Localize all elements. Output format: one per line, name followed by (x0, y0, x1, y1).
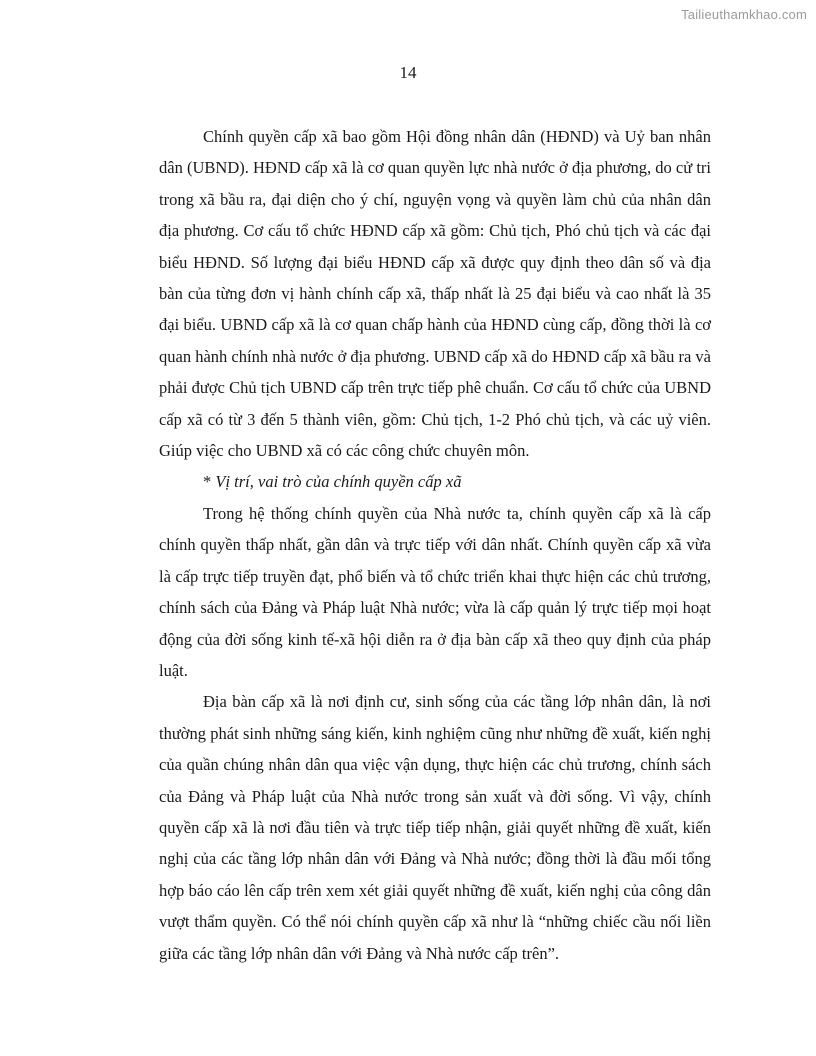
paragraph-1: Chính quyền cấp xã bao gồm Hội đồng nhân dân (HĐND) và Uỷ ban nhân dân (UBND). HĐND cấp xã là cơ quan quyền lực nhà nước ở địa phương, do cử tri trong xã bầu ra, đại diện cho ý chí, nguyện vọng và quyền làm chủ của nhân dân địa phương. Cơ cấu tổ chức HĐND cấp xã gồm: Chủ tịch, Phó chủ tịch và các đại biểu HĐND. Số lượng đại biểu HĐND cấp xã được quy định theo dân số và địa bàn của từng đơn vị hành chính cấp xã, thấp nhất là 25 đại biểu và cao nhất là 35 đại biểu. UBND cấp xã là cơ quan chấp hành của HĐND cùng cấp, đồng thời là cơ quan hành chính nhà nước ở địa phương. UBND cấp xã do HĐND cấp xã bầu ra và phải được Chủ tịch UBND cấp trên trực tiếp phê chuẩn. Cơ cấu tổ chức của UBND cấp xã có từ 3 đến 5 thành viên, gồm: Chủ tịch, 1-2 Phó chủ tịch, và các uỷ viên. Giúp việc cho UBND xã có các công chức chuyên môn. (159, 127, 711, 461)
watermark-text: Tailieuthamkhao.com (681, 7, 807, 22)
page-number: 14 (399, 63, 417, 82)
section-heading-text: Vị trí, vai trò của chính quyền cấp xã (215, 472, 462, 492)
paragraph-2: Trong hệ thống chính quyền của Nhà nước ta, chính quyền cấp xã là cấp chính quyền thấp nhất, gần dân và trực tiếp với dân nhất. Chính quyền cấp xã vừa là cấp trực tiếp truyền đạt, phổ biến và tổ chức triển khai thực hiện các chủ trương, chính sách của Đảng và Pháp luật Nhà nước; vừa là cấp quản lý trực tiếp mọi hoạt động của đời sống kinh tế-xã hội diễn ra ở địa bàn cấp xã theo quy định của pháp luật. (159, 503, 711, 680)
document-body (159, 121, 711, 969)
paragraph-3: Địa bàn cấp xã là nơi định cư, sinh sống của các tầng lớp nhân dân, là nơi thường phát sinh những sáng kiến, kinh nghiệm cũng như những đề xuất, kiến nghị của quần chúng nhân dân qua việc vận dụng, thực hiện các chủ trương, chính sách của Đảng và Pháp luật của Nhà nước trong sản xuất và đời sống. Vì vậy, chính quyền cấp xã là nơi đầu tiên và trực tiếp tiếp nhận, giải quyết những đề xuất, kiến nghị của các tầng lớp nhân dân với Đảng và Nhà nước; đồng thời là đầu mối tổng hợp báo cáo lên cấp trên xem xét giải quyết những đề xuất, kiến nghị của công dân vượt thẩm quyền. Có thể nói chính quyền cấp xã như là “những chiếc cầu nối liền giữa các tầng lớp nhân dân với Đảng và Nhà nước cấp trên”. (159, 692, 711, 963)
heading-bullet: * (203, 472, 212, 492)
section-heading (159, 466, 711, 497)
